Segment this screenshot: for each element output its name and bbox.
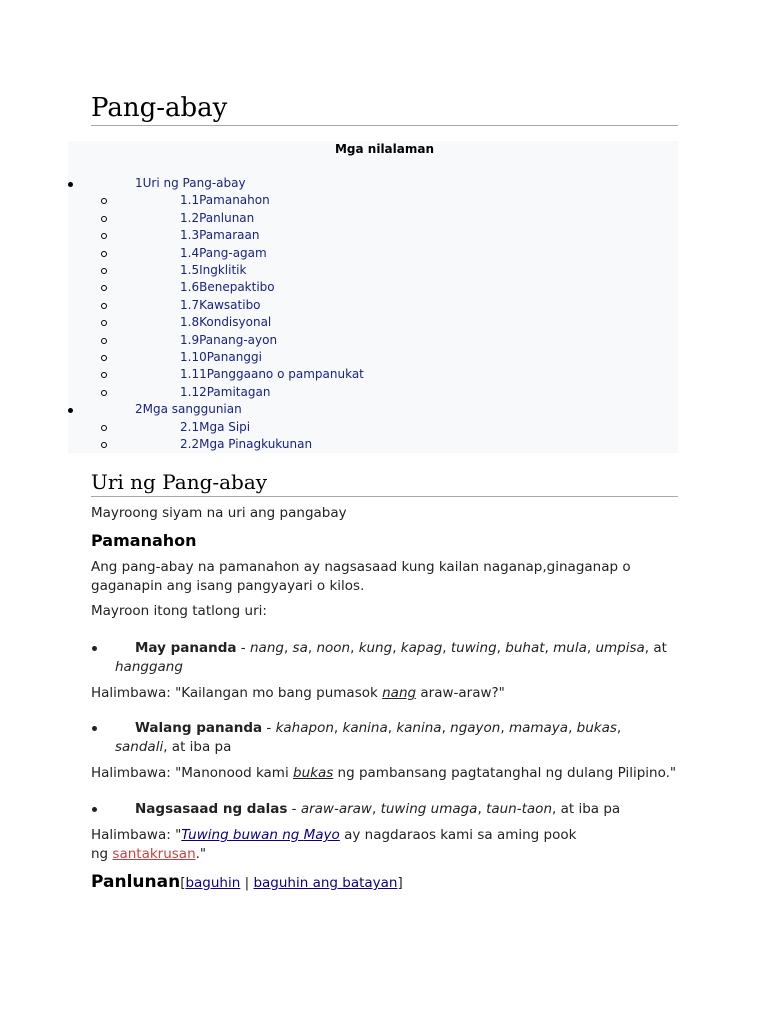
toc-label: Benepaktibo xyxy=(199,280,275,295)
toc-label: Panlunan xyxy=(199,210,255,225)
word-list: kahapon, kanina, kanina, ngayon, mamaya, bukas, sandali xyxy=(115,720,622,755)
toc-item[interactable] xyxy=(180,419,250,436)
toc-item[interactable] xyxy=(180,349,262,366)
toc-subbullet-icon xyxy=(101,442,107,448)
toc-item[interactable] xyxy=(180,314,271,331)
example-word: noon xyxy=(316,640,351,656)
toc-heading: Mga nilalaman xyxy=(334,142,435,156)
toc-number: 1.6 xyxy=(180,280,200,295)
example-3: Halimbawa: "Tuwing buwan ng Mayo ay nagdaraos kami sa aming pook ng santakrusan." xyxy=(91,827,577,862)
toc-number: 1 xyxy=(135,176,143,190)
toc-subbullet-icon xyxy=(101,251,107,257)
term-label: Walang pananda xyxy=(135,720,263,736)
toc-number: 1.7 xyxy=(180,297,200,312)
toc-label: Mga Sipi xyxy=(199,419,251,434)
toc-subbullet-icon xyxy=(101,268,107,274)
toc-number: 1.1 xyxy=(180,193,200,208)
toc-item[interactable] xyxy=(180,227,259,244)
example-word: kanina xyxy=(396,720,442,736)
example-word: kung xyxy=(358,640,393,656)
example-2: Halimbawa: "Manonood kami bukas ng pambansang pagtatanghal ng dulang Pilipino." xyxy=(91,765,677,781)
toc-number: 1.11 xyxy=(180,367,207,382)
example-word: bukas xyxy=(576,720,617,736)
toc-number: 2 xyxy=(135,402,143,417)
toc-number: 1.9 xyxy=(180,332,200,347)
toc-label: Pamanahon xyxy=(199,193,270,208)
pamanahon-types-intro: Mayroon itong tatlong uri: xyxy=(91,603,267,619)
word-list: araw-araw, tuwing umaga, taun-taon xyxy=(300,801,552,817)
edit-source-link[interactable]: baguhin ang batayan xyxy=(253,875,398,891)
toc-bullet-icon xyxy=(68,182,73,187)
toc-label: Uri ng Pang-abay xyxy=(142,176,246,190)
toc-number: 1.5 xyxy=(180,263,200,277)
bullet-icon xyxy=(92,646,97,651)
toc-item[interactable] xyxy=(135,401,242,418)
toc-label: Mga sanggunian xyxy=(142,402,242,417)
toc-item[interactable] xyxy=(180,210,254,227)
example-word: sa xyxy=(292,640,308,656)
toc-number: 1.8 xyxy=(180,315,200,330)
term-label: May pananda xyxy=(135,640,237,656)
toc-label: Mga Pinagkukunan xyxy=(199,437,313,451)
example-word: araw-araw xyxy=(300,801,372,817)
example-word: kahapon xyxy=(275,720,334,736)
toc-item[interactable] xyxy=(180,436,312,453)
example-word: buhat xyxy=(505,640,545,656)
pamanahon-description: Ang pang-abay na pamanahon ay nagsasaad kung kailan naganap,ginaganap o gaganapin ang isang pangyayari o kilos. xyxy=(91,559,631,594)
toc-number: 1.3 xyxy=(180,228,200,243)
toc-label: Kawsatibo xyxy=(199,297,261,312)
example-word: sandali xyxy=(115,739,164,755)
toc-label: Pananggi xyxy=(206,350,262,364)
toc-number: 1.2 xyxy=(180,210,200,225)
link-tuwing-buwan[interactable]: Tuwing buwan ng xyxy=(181,827,304,843)
bullet-icon xyxy=(92,726,97,731)
toc-item[interactable] xyxy=(180,366,364,383)
example-word: ngayon xyxy=(450,720,501,736)
example-word: taun-taon xyxy=(486,801,552,817)
toc-number: 2.1 xyxy=(180,419,200,434)
toc-subbullet-icon xyxy=(101,303,107,309)
toc-item[interactable] xyxy=(135,175,246,192)
page-title: Pang-abay xyxy=(91,92,678,126)
example-word: tuwing xyxy=(450,640,497,656)
toc-number: 1.12 xyxy=(180,384,207,399)
toc-item[interactable] xyxy=(180,384,270,401)
term-label: Nagsasaad ng dalas xyxy=(135,801,288,817)
toc-subbullet-icon xyxy=(101,355,107,361)
edit-links: [baguhin | baguhin ang batayan] xyxy=(180,875,403,891)
example-1: Halimbawa: "Kailangan mo bang pumasok nang araw-araw?" xyxy=(91,685,505,701)
section-intro: Mayroong siyam na uri ang pangabay xyxy=(91,505,347,521)
toc-item[interactable] xyxy=(180,332,277,349)
list-item-nagsasaad-ng-dalas: Nagsasaad ng dalas - araw-araw, tuwing umaga, taun-taon, at iba pa xyxy=(135,801,621,817)
link-mayo[interactable]: Mayo xyxy=(303,827,340,843)
toc-subbullet-icon xyxy=(101,425,107,431)
toc-label: Panggaano o pampanukat xyxy=(206,367,364,382)
toc-number: 2.2 xyxy=(180,437,200,451)
example-word: nang xyxy=(249,640,284,656)
toc-item[interactable] xyxy=(180,297,261,314)
toc-number: 1.10 xyxy=(180,350,207,364)
example-word: mamaya xyxy=(508,720,569,736)
section-heading-uri: Uri ng Pang-abay xyxy=(91,469,678,497)
example-word: mula xyxy=(553,640,587,656)
toc-label: Ingklitik xyxy=(199,263,247,277)
word-list: nang, sa, noon, kung, kapag, tuwing, buhat, mula, umpisa xyxy=(249,640,645,656)
toc-label: Pamitagan xyxy=(206,384,271,399)
toc-number: 1.4 xyxy=(180,245,200,260)
example-word: kanina xyxy=(342,720,388,736)
example-word: kapag xyxy=(400,640,443,656)
toc-label: Pamaraan xyxy=(199,228,260,243)
toc-subbullet-icon xyxy=(101,216,107,222)
example-word: umpisa xyxy=(595,640,645,656)
toc-label: Pang-agam xyxy=(199,245,267,260)
subsection-heading-pamanahon: Pamanahon xyxy=(91,531,197,550)
toc-subbullet-icon xyxy=(101,338,107,344)
toc-item[interactable] xyxy=(180,262,246,279)
list-item-walang-pananda: Walang pananda - kahapon, kanina, kanina, ngayon, mamaya, bukas, sandali, at iba pa xyxy=(115,720,622,755)
example-word: tuwing umaga xyxy=(380,801,478,817)
subsection-heading-panlunan: Panlunan[baguhin | baguhin ang batayan] xyxy=(91,872,403,892)
toc-item[interactable] xyxy=(180,192,270,209)
list-item-may-pananda: May pananda - nang, sa, noon, kung, kapag, tuwing, buhat, mula, umpisa, at hanggang xyxy=(115,640,667,675)
toc-subbullet-icon xyxy=(101,390,107,396)
toc-label: Kondisyonal xyxy=(199,315,272,330)
toc-item[interactable] xyxy=(180,245,267,262)
bullet-icon xyxy=(92,807,97,812)
toc-item[interactable] xyxy=(180,279,275,296)
link-santakrusan[interactable]: santakrusan xyxy=(112,846,196,862)
edit-link[interactable]: baguhin xyxy=(185,875,241,891)
toc-label: Panang-ayon xyxy=(199,332,278,347)
